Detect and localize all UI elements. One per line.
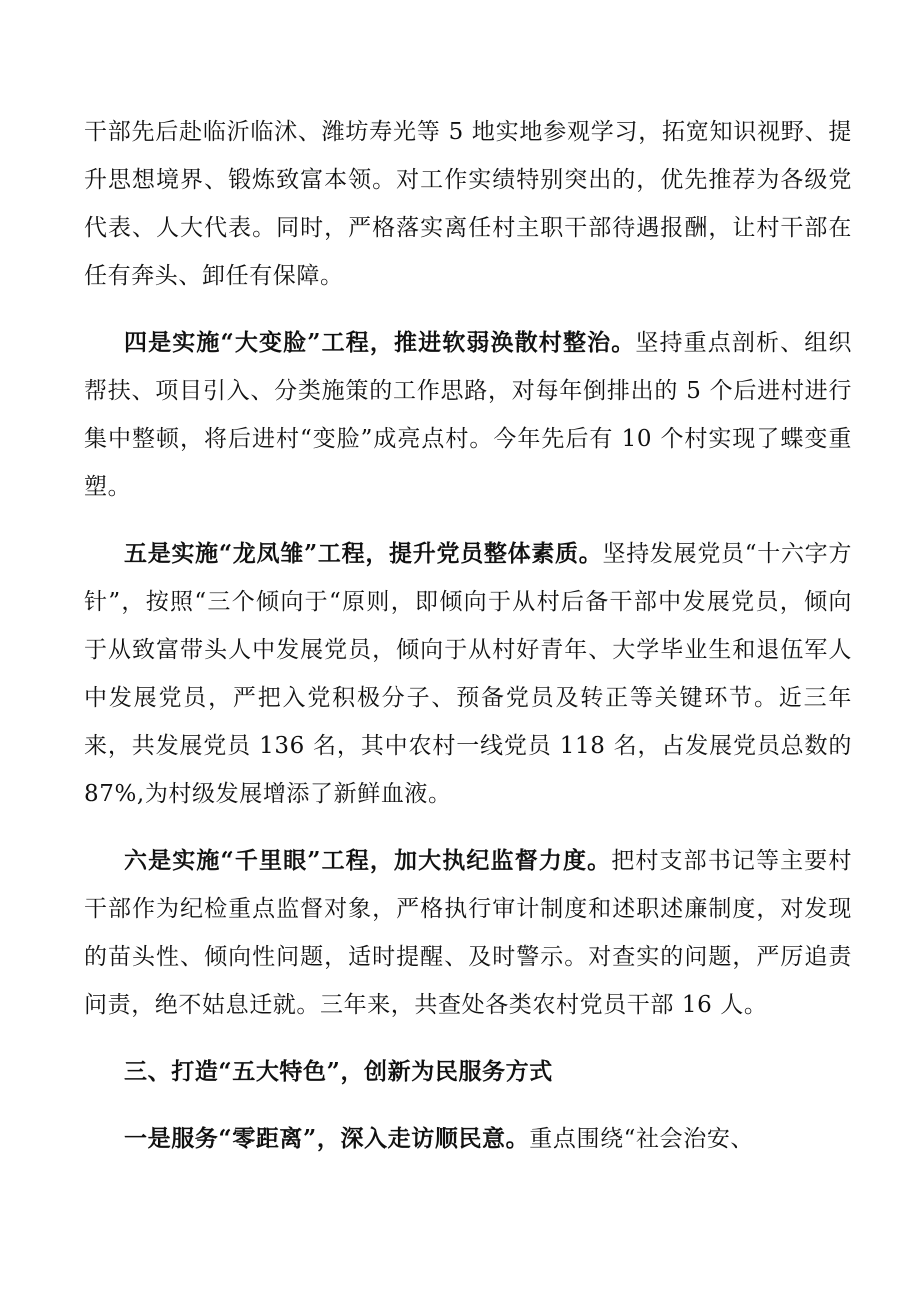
paragraph-text: 坚持发展党员“十六字方针”，按照“三个倾向于“原则，即倾向于从村后备干部中发展党员，倾向于从致富带头人中发展党员，倾向于从村好青年、大学毕业生和退伍军人中发展党员，严把入党积极分子、预备党员及转正等关键环节。近三年来，共发展党员 136 名，其中农村一线党员 118 名，占发展党员总数的 87%,为村级发展增添了新鲜血液。: [84, 541, 852, 807]
paragraph-text: 干部先后赴临沂临沭、潍坊寿光等 5 地实地参观学习，拓宽知识视野、提升思想境界、锻炼致富本领。对工作实绩特别突出的，优先推荐为各级党代表、人大代表。同时，严格落实离任村主职干部待遇报酬，让村干部在任有奔头、卸任有保障。: [84, 119, 852, 289]
paragraph-continuation: [84, 108, 852, 300]
paragraph-lead: 六是实施“千里眼”工程，加大执纪监督力度。: [124, 847, 612, 874]
paragraph-item-five: [84, 530, 852, 818]
paragraph-lead: 四是实施“大变脸”工程，推进软弱涣散村整治。: [124, 329, 636, 356]
paragraph-item-four: [84, 319, 852, 511]
section-heading: 三、打造“五大特色”，创新为民服务方式: [124, 1058, 553, 1085]
paragraph-lead: 五是实施“龙凤雏”工程，提升党员整体素质。: [124, 540, 603, 567]
paragraph-text: 把村支部书记等主要村干部作为纪检重点监督对象，严格执行审计制度和述职述廉制度，对发现的苗头性、倾向性问题，适时提醒、及时警示。对查实的问题，严厉追责问责，绝不姑息迁就。三年来，共查处各类农村党员干部 16 人。: [84, 848, 852, 1018]
paragraph-text: 坚持重点剖析、组织帮扶、项目引入、分类施策的工作思路，对每年倒排出的 5 个后进村进行集中整顿，将后进村“变脸”成亮点村。今年先后有 10 个村实现了蝶变重塑。: [84, 330, 852, 500]
paragraph-item-six: [84, 837, 852, 1029]
paragraph-lead: 一是服务“零距离”，深入走访顺民意。: [124, 1125, 530, 1152]
document-body: [84, 108, 852, 1182]
paragraph-item-one: [84, 1115, 852, 1163]
paragraph-text: 重点围绕“社会治安、: [529, 1126, 755, 1152]
